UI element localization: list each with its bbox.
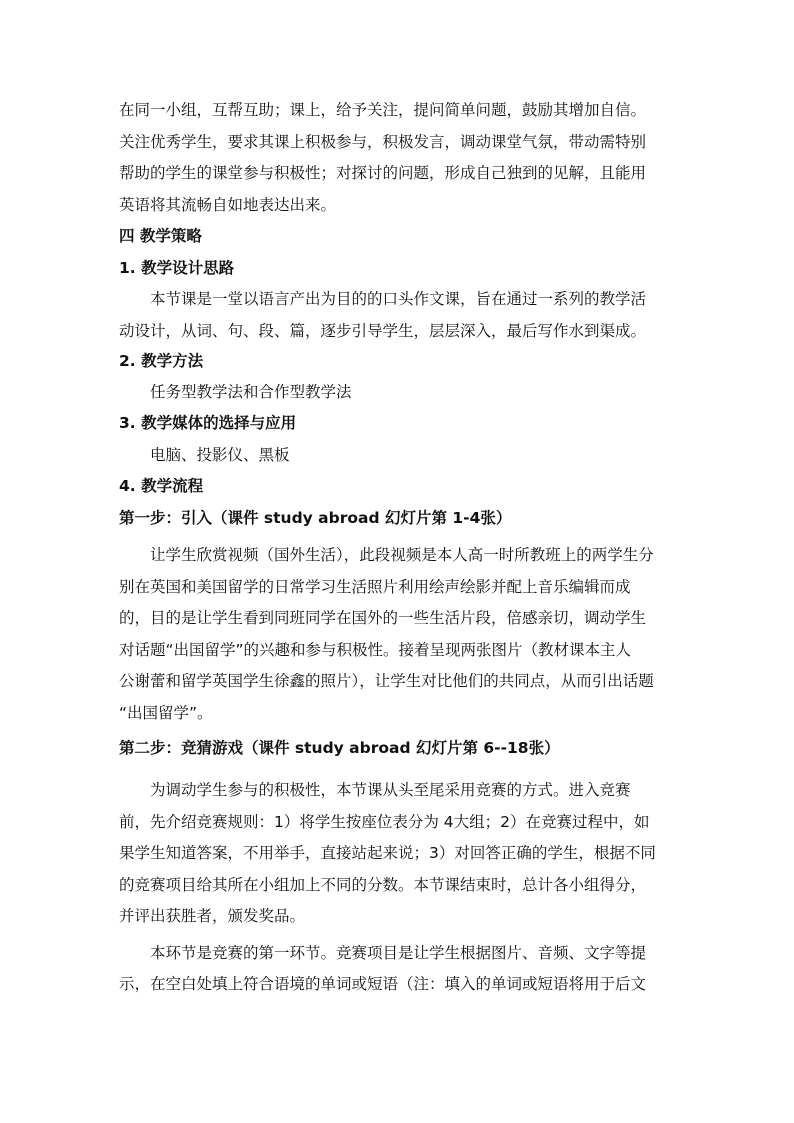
section-heading: 四 教学策略 bbox=[119, 227, 202, 245]
body-line: 前，先介绍竞赛规则：1）将学生按座位表分为 4大组；2）在竞赛过程中，如 bbox=[119, 813, 650, 831]
body-line: 帮助的学生的课堂参与积极性；对探讨的问题，形成自己独到的见解，且能用 bbox=[119, 164, 647, 182]
paragraph-first-line: 任务型教学法和合作型教学法 bbox=[150, 383, 352, 401]
body-line: 别在英国和美国留学的日常学习生活照片利用绘声绘影并配上音乐编辑而成 bbox=[119, 578, 631, 596]
body-line: 示，在空白处填上符合语境的单词或短语（注：填入的单词或短语将用于后文 bbox=[119, 975, 647, 993]
paragraph-first-line: 本节课是一堂以语言产出为目的的口头作文课，旨在通过一系列的教学活 bbox=[150, 290, 647, 308]
body-line: 动设计，从词、句、段、篇，逐步引导学生，层层深入，最后写作水到渠成。 bbox=[119, 322, 647, 340]
paragraph-first-line: 让学生欣赏视频（国外生活），此段视频是本人高一时所教班上的两学生分 bbox=[150, 546, 654, 564]
paragraph-first-line: 本环节是竞赛的第一环节。竞赛项目是让学生根据图片、音频、文字等提 bbox=[150, 944, 647, 962]
subsection-heading: 2. 教学方法 bbox=[119, 352, 204, 370]
subsection-heading: 3. 教学媒体的选择与应用 bbox=[119, 414, 297, 432]
body-line: 果学生知道答案，不用举手，直接站起来说；3）对回答正确的学生，根据不同 bbox=[119, 844, 656, 862]
body-line: 的，目的是让学生看到同班同学在国外的一些生活片段，倍感亲切，调动学生 bbox=[119, 609, 647, 627]
body-line: 对话题“出国留学”的兴趣和参与积极性。接着呈现两张图片（教材课本主人 bbox=[119, 641, 632, 659]
body-line: 英语将其流畅自如地表达出来。 bbox=[119, 196, 337, 214]
step-heading: 第二步：竞猜游戏（课件 study abroad 幻灯片第 6--18张） bbox=[119, 739, 560, 757]
body-line: 公谢蕾和留学英国学生徐鑫的照片），让学生对比他们的共同点，从而引出话题 bbox=[119, 672, 654, 690]
body-line: 关注优秀学生，要求其课上积极参与，积极发言，调动课堂气氛，带动需特别 bbox=[119, 133, 647, 151]
body-line: 的竞赛项目给其所在小组加上不同的分数。本节课结束时，总计各小组得分， bbox=[119, 876, 647, 894]
step-heading: 第一步：引入（课件 study abroad 幻灯片第 1-4张） bbox=[119, 509, 512, 527]
paragraph-first-line: 为调动学生参与的积极性，本节课从头至尾采用竞赛的方式。进入竞赛 bbox=[150, 781, 631, 799]
paragraph-first-line: 电脑、投影仪、黑板 bbox=[150, 446, 290, 464]
subsection-heading: 4. 教学流程 bbox=[119, 477, 204, 495]
body-line: 在同一小组，互帮互助；课上，给予关注，提问简单问题，鼓励其增加自信。 bbox=[119, 101, 647, 119]
body-line: “出国留学”。 bbox=[119, 704, 213, 722]
body-line: 并评出获胜者，颁发奖品。 bbox=[119, 907, 306, 925]
subsection-heading: 1. 教学设计思路 bbox=[119, 259, 235, 277]
